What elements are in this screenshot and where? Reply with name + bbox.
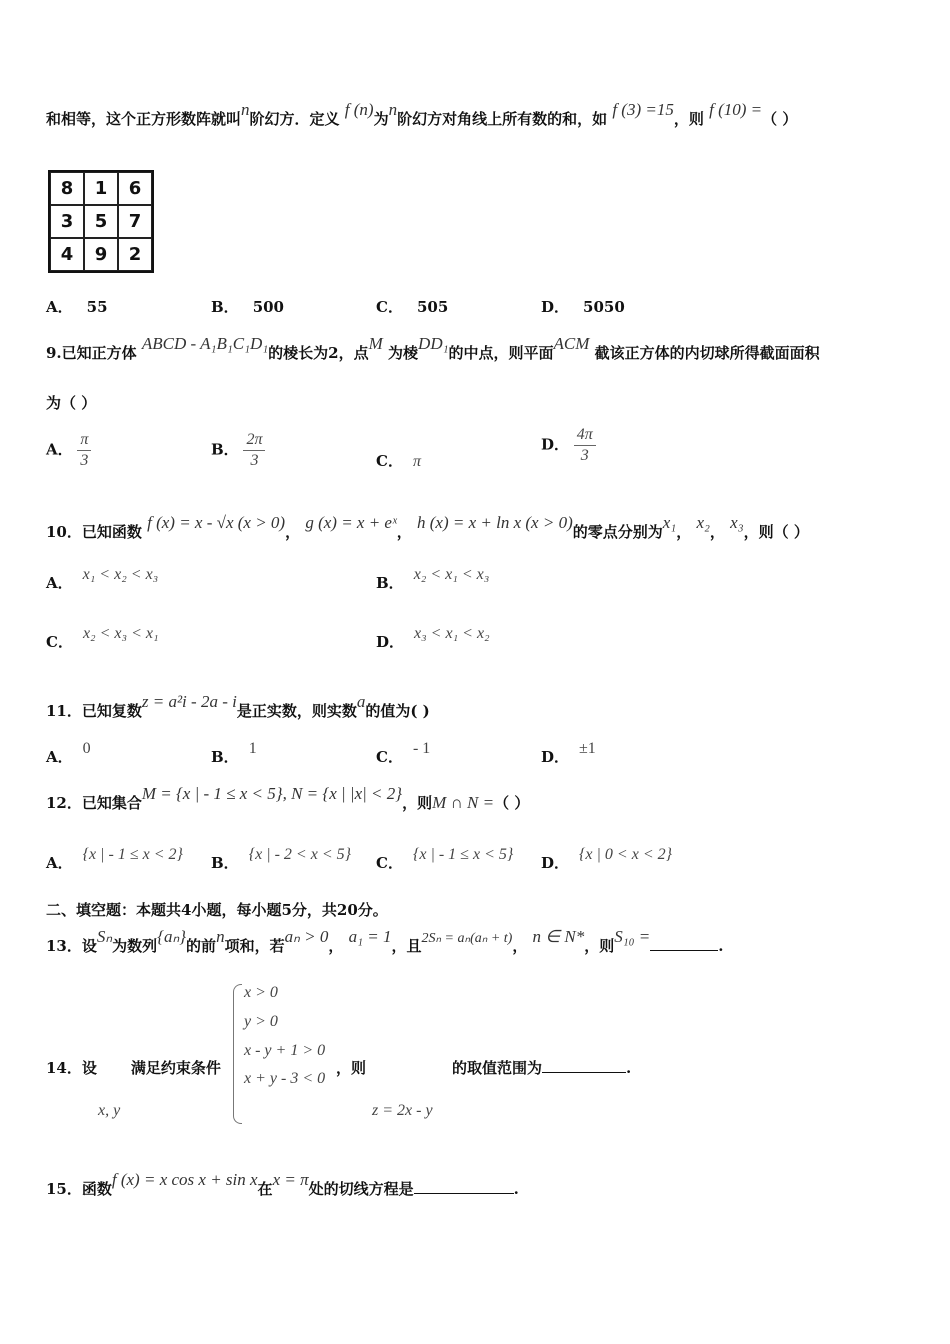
option-label: A． [46, 854, 73, 872]
q10-option-a[interactable] [46, 566, 159, 593]
q12-option-c[interactable] [376, 846, 514, 873]
q11-option-d[interactable] [541, 740, 596, 767]
option-value: x₂ < x₁ < x₃ [413, 566, 490, 583]
option-fraction [243, 430, 265, 471]
q13-stem-text-b: 为数列 [112, 937, 158, 955]
q9-stem-text-c: 为棱 [388, 344, 419, 362]
q8-math-fn: f (n) [344, 100, 374, 119]
magic-square-cell: 7 [118, 205, 152, 238]
q9-option-d[interactable] [541, 425, 596, 466]
q8-math-f3: f (3) =15 [612, 100, 674, 119]
q12-option-b[interactable] [211, 846, 352, 873]
option-label: D． [541, 854, 570, 872]
q13-math-n: n [216, 927, 225, 946]
q14-constraint: x > 0 [244, 984, 278, 1001]
option-value: x₃ < x₁ < x₂ [414, 625, 490, 642]
option-label: B． [211, 440, 239, 459]
q12-math-sets: M = {x | - 1 ≤ x < 5}, N = {x | |x| < 2} [141, 784, 403, 803]
option-value: 0 [82, 740, 91, 757]
q14-answer-blank[interactable] [542, 1072, 626, 1073]
q8-stem-text-e: ，则 [673, 110, 704, 128]
q13-math-cond1: aₙ > 0 [284, 927, 329, 946]
q9-stem-cont: 为（ ） [46, 394, 97, 412]
q8-option-c[interactable] [376, 296, 448, 317]
q11-option-b[interactable] [211, 740, 257, 767]
q15-answer-blank[interactable] [414, 1193, 514, 1194]
q9-math-acm: ACM [553, 334, 590, 353]
fraction-denominator: 3 [250, 452, 259, 469]
q13-end-mark: . [718, 937, 724, 955]
q10-stem-text-c: ，则（ ） [743, 523, 809, 541]
q8-answer-paren: （ ） [762, 110, 798, 128]
q11-stem-text-a: 11．已知复数 [46, 702, 142, 720]
option-label: B． [211, 298, 239, 316]
magic-square-cell: 8 [50, 172, 84, 205]
option-label: A． [46, 574, 73, 592]
q9-stem-text-e: 截该正方体的内切球所得截面面积 [594, 344, 820, 362]
q14-stem-text-b: 满足约束条件 [130, 1059, 221, 1077]
q10-option-c[interactable] [46, 625, 159, 652]
q14-math-xy: x, y [98, 1102, 121, 1119]
q13-answer-blank[interactable] [650, 950, 718, 951]
option-label: C． [46, 633, 73, 651]
q14-end-mark: . [626, 1059, 632, 1077]
option-fraction [574, 425, 596, 466]
q10-option-b[interactable] [376, 566, 490, 593]
q15-math-f: f (x) = x cos x + sin x [111, 1170, 258, 1189]
q14-constraint: x + y - 3 < 0 [244, 1070, 326, 1087]
magic-square-cell: 6 [118, 172, 152, 205]
q8-math-n2: n [388, 100, 398, 119]
q13-math-cond3: 2Sₙ = aₙ(aₙ + t) [421, 931, 513, 946]
q13-stem-text-d: 项和，若 [224, 937, 285, 955]
q8-stem-text-d: 阶幻方对角线上所有数的和，如 [397, 110, 608, 128]
option-value: - 1 [412, 740, 431, 757]
q11-stem-text-b: 是正实数，则实数 [236, 702, 357, 720]
q8-option-a[interactable] [46, 296, 108, 317]
option-value: {x | - 1 ≤ x < 5} [412, 846, 514, 863]
q13-stem-text-c: 的前 [186, 937, 217, 955]
q12-stem-text-a: 12．已知集合 [46, 794, 142, 812]
option-value: 55 [86, 298, 108, 316]
q11-math-z: z = a²i - 2a - i [141, 692, 237, 711]
q14-stem-text-d: 的取值范围为 [452, 1059, 543, 1077]
q13-math-an: {aₙ} [157, 927, 187, 946]
constraint-brace [233, 984, 242, 1124]
option-label: D． [541, 435, 570, 454]
q10-math-x3: x₃ [730, 513, 744, 532]
q15-stem-text-c: 处的切线方程是 [308, 1180, 414, 1198]
option-label: B． [376, 574, 404, 592]
fraction-numerator: π [77, 430, 91, 451]
q8-stem-text-c: 为 [373, 110, 389, 128]
q11-stem [46, 692, 430, 721]
option-label: C． [376, 298, 403, 316]
fraction-numerator: 4π [574, 425, 596, 446]
option-label: D． [376, 633, 405, 651]
magic-square-cell: 3 [50, 205, 84, 238]
option-fraction [77, 430, 91, 471]
q14-stem-text-a: 14．设 [46, 1059, 97, 1077]
q8-stem [46, 100, 798, 129]
q9-option-c[interactable] [376, 450, 421, 471]
magic-square-cell: 5 [84, 205, 118, 238]
fraction-numerator: 2π [243, 430, 265, 451]
q9-option-a[interactable] [46, 430, 91, 471]
q10-option-d[interactable] [376, 625, 490, 652]
q10-stem-text-b: 的零点分别为 [572, 523, 663, 541]
option-label: C． [376, 748, 403, 766]
option-label: C． [376, 452, 403, 470]
q13-stem-text-a: 13．设 [46, 937, 97, 955]
q11-option-c[interactable] [376, 740, 431, 767]
q9-stem-text-b: 的棱长为2，点 [268, 344, 369, 362]
magic-square-cell: 2 [118, 238, 152, 271]
option-value: 1 [248, 740, 257, 757]
option-value: ±1 [579, 740, 596, 757]
q13-stem-text-f: ，则 [584, 937, 615, 955]
q10-math-g: g (x) = x + eˣ [305, 513, 397, 532]
q11-math-a: a [356, 692, 366, 711]
q8-option-b[interactable] [211, 296, 284, 317]
q12-option-d[interactable] [541, 846, 673, 873]
q12-math-cap: M ∩ N = [432, 793, 495, 812]
fraction-denominator: 3 [80, 452, 89, 469]
q13-math-s10: S₁₀ = [614, 927, 651, 946]
option-label: D． [541, 298, 570, 316]
option-label: A． [46, 748, 73, 766]
q14-math-z: z = 2x - y [372, 1102, 433, 1119]
magic-square-cell: 1 [84, 172, 118, 205]
option-label: A． [46, 298, 73, 316]
q8-option-d[interactable] [541, 296, 625, 317]
option-value: 5050 [583, 298, 625, 316]
q15-stem-text-b: 在 [257, 1180, 273, 1198]
option-value: x₂ < x₃ < x₁ [82, 625, 159, 642]
option-value: {x | - 1 ≤ x < 2} [82, 846, 183, 863]
q9-math-m: M [368, 334, 383, 353]
option-value: 500 [252, 298, 284, 316]
option-value: 505 [416, 298, 449, 316]
option-label: C． [376, 854, 403, 872]
option-label: B． [211, 748, 239, 766]
q15-end-mark: . [513, 1180, 519, 1198]
option-value: {x | - 2 < x < 5} [248, 846, 352, 863]
q15-math-x: x = π [272, 1170, 309, 1189]
option-label: D． [541, 748, 570, 766]
q8-math-f10: f (10) = [709, 100, 763, 119]
magic-square-cell: 9 [84, 238, 118, 271]
q9-option-b[interactable] [211, 430, 265, 471]
q10-math-h: h (x) = x + ln x (x > 0) [417, 513, 573, 532]
q10-stem: 10．已知函数 f (x) = x - √x (x > 0)， g (x) = x + eˣ， h (x) = x + ln x (x > 0)的零点分别为x₁， x₂， x₃，则（ ） [46, 513, 809, 541]
q14-stem-mid: ，则 [336, 1059, 367, 1077]
q13-stem-text-e: ，且 [391, 937, 422, 955]
q13-math-sn: Sₙ [96, 927, 113, 946]
q8-stem-text-b: 阶幻方．定义 [249, 110, 340, 128]
q12-stem-text-b: ，则 [402, 794, 433, 812]
fraction-denominator: 3 [580, 447, 589, 464]
q14-stem-left [46, 1057, 221, 1078]
q9-stem-text-a: 9.已知正方体 [46, 344, 137, 362]
q11-stem-text-c: 的值为( ) [365, 702, 430, 720]
option-value: {x | 0 < x < 2} [579, 846, 673, 863]
q10-math-x1: x₁ [662, 513, 677, 532]
q10-math-x2: x₂ [696, 513, 710, 532]
q15-stem [46, 1170, 519, 1199]
q14-stem-right [452, 1057, 631, 1078]
section-heading: 二、填空题：本题共4小题，每小题5分，共20分。 [46, 901, 388, 919]
q9-stem [46, 334, 820, 363]
option-value: x₁ < x₂ < x₃ [82, 566, 159, 583]
q13-math-cond2: a₁ = 1 [348, 927, 392, 946]
option-label: A． [46, 440, 73, 459]
q11-option-a[interactable] [46, 740, 91, 767]
q8-math-n: n [241, 100, 250, 119]
q10-stem-text-a: 10．已知函数 [46, 523, 142, 541]
option-label: B． [211, 854, 239, 872]
magic-square-cell: 4 [50, 238, 84, 271]
magic-square-grid [48, 170, 154, 273]
q12-option-a[interactable] [46, 846, 183, 873]
q15-stem-text-a: 15．函数 [46, 1180, 112, 1198]
q14-constraint: x - y + 1 > 0 [244, 1042, 326, 1059]
q9-math-dd1: DD₁ [418, 334, 449, 353]
q9-stem-text-d: 的中点，则平面 [448, 344, 554, 362]
q13-stem: 13．设Sₙ为数列{aₙ}的前n项和，若aₙ > 0， a₁ = 1，且2Sₙ = aₙ(aₙ + t)， n ∈ N*，则S₁₀ = . [46, 927, 724, 955]
q13-math-cond4: n ∈ N* [532, 927, 585, 946]
q10-math-f: f (x) = x - √x (x > 0) [147, 513, 286, 532]
q8-stem-text-a: 和相等，这个正方形数阵就叫 [46, 110, 242, 128]
q9-math-cube: ABCD - A₁B₁C₁D₁ [141, 334, 269, 353]
option-value: π [412, 453, 421, 470]
q12-stem [46, 784, 530, 813]
q14-constraint: y > 0 [244, 1013, 278, 1030]
q12-stem-text-c: （ ） [494, 794, 530, 812]
